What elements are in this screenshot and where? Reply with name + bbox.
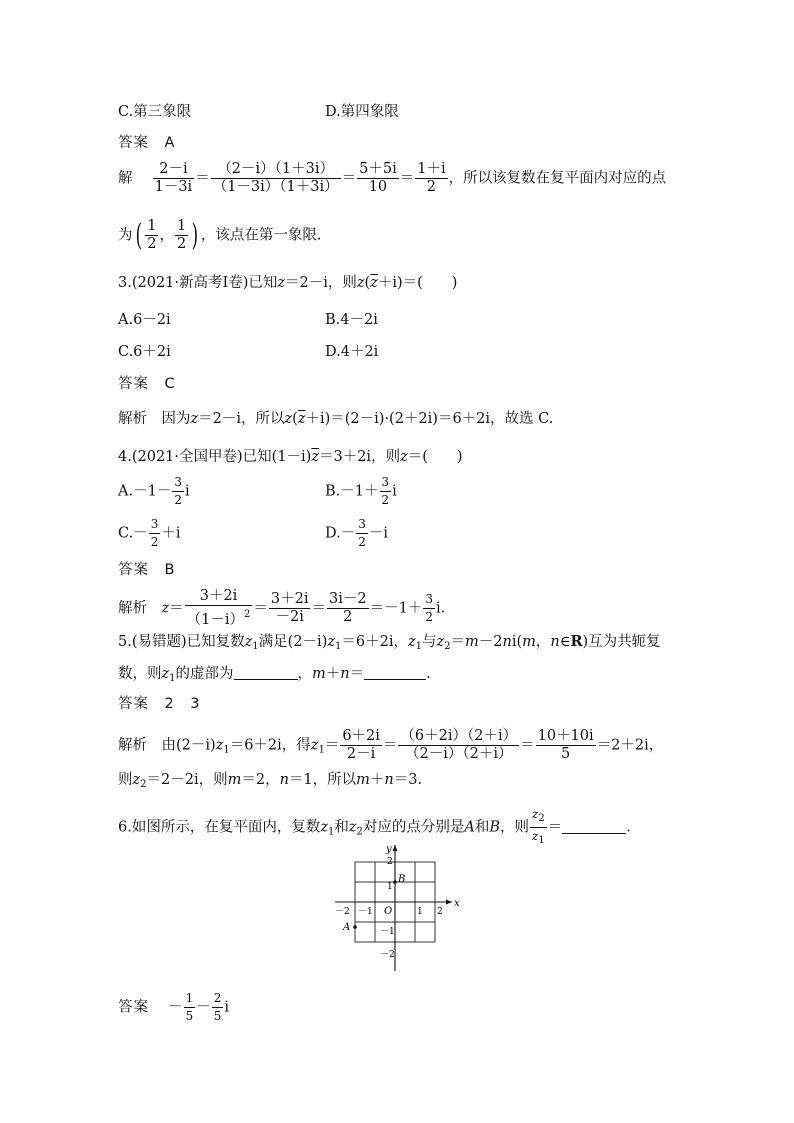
point-b-label: B: [398, 874, 406, 885]
answer-blank-3[interactable]: [562, 819, 626, 834]
q3-option-c: C.6＋2i: [118, 344, 171, 360]
point-a-label: A: [343, 922, 351, 933]
tick-y-neg2: －2: [380, 950, 395, 960]
complex-plane-figure: [330, 840, 466, 974]
tick-y-2: 2: [387, 857, 393, 867]
q4-option-b: B.－1＋ $\frac{3}{2}$ i: [325, 475, 397, 507]
q4-answer-row: 答案 B: [118, 562, 176, 578]
tick-y-1: 1: [387, 882, 393, 892]
q2-solution-line2: 为( $\frac{1}{2}$ ， $\frac{1}{2}$ ) ，该点在第一象限.: [118, 217, 322, 253]
origin-label: O: [384, 906, 393, 917]
q3-option-a: A.6－2i: [118, 312, 171, 328]
q4-option-a: A.－1－ $\frac{3}{2}$ i: [118, 475, 190, 507]
q5-solution-line1: 解析 由$(2-i)z_1=6+2i$，得$z_1=$ $\frac{6+2i}{2-i}$ ＝ $\frac{(6+2i)(2+i)}{(2-i)(2+i)}$ ＝ $\frac{10+10i}{5}$ ＝2＋2i，: [118, 728, 664, 762]
q3-solution: 解析 因为z＝2－i，所以$z(\overline{z}+i)=(2-i)\cdot(2+2i)=6+2i$，故选 C.: [118, 411, 554, 427]
answer-value: A: [164, 135, 176, 151]
y-axis-label: y: [386, 844, 392, 855]
tick-x-neg2: －2: [335, 907, 350, 917]
tick-x-1: 1: [417, 907, 423, 917]
x-axis-label: x: [454, 898, 460, 909]
q2-option-d: D.第四象限: [325, 104, 399, 120]
answer-blank-2[interactable]: [364, 665, 426, 680]
q4-stem: 4.(2021·全国甲卷)已知$(1-i)\overline{z}=3+2i$，则z＝( ): [118, 449, 463, 465]
q3-option-b: B.4－2i: [325, 312, 378, 328]
q6-stem: 6.如图所示，在复平面内，复数$z_1$和$z_2$对应的点分别是A和B，则 $\frac{z_2}{z_1}$ ＝ .: [118, 807, 631, 846]
tick-y-neg1: －1: [380, 927, 395, 937]
q3-stem: 3.(2021·新高考Ⅰ卷)已知z＝2－i，则$z(\overline{z}+i)=$( ): [118, 275, 458, 291]
q6-answer-row: 答案 － $\frac{1}{5}$ － $\frac{2}{5}$ i: [118, 991, 230, 1023]
answer-label: 答案: [118, 135, 149, 151]
q2-solution-line1: 解 $\frac{2-i}{1-3i}$ ＝ $\frac{(2-i)(1+3i)}{(1-3i)(1+3i)}$ ＝ $\frac{5+5i}{10}$ ＝ $\frac{1+i}{2}$ ，所以该复数在复平面内对应的点: [118, 161, 667, 195]
q3-option-d: D.4＋2i: [325, 344, 379, 360]
q4-option-c: C.－ $\frac{3}{2}$ ＋i: [118, 517, 181, 549]
x-axis-arrow-icon: [446, 900, 452, 905]
point-b: [393, 880, 397, 884]
q5-solution-line2: 则$z_2=2-2i$，则m＝2，n＝1，所以m＋n＝3.: [118, 772, 423, 790]
y-axis-arrow-icon: [393, 845, 398, 851]
q3-answer-row: 答案 C: [118, 376, 176, 392]
solution-label: 解: [118, 170, 133, 187]
q2-option-c: C.第三象限: [118, 104, 192, 120]
q4-option-d: D.－ $\frac{3}{2}$ －i: [325, 517, 388, 549]
q2-answer-row: [118, 133, 175, 153]
q5-stem-line1: 5.(易错题)已知复数$z_1$满足$(2-i)z_1=6+2i$，$z_1$与$z_2=m-2ni(m$，n∈R)互为共轭复: [118, 633, 661, 652]
tick-x-2: 2: [437, 907, 443, 917]
q4-solution: 解析 z＝ $\frac{3+2i}{(1-i)^2}$ ＝ $\frac{3+2i}{-2i}$ ＝ $\frac{3i-2}{2}$ ＝－1＋ $\frac{3}{2}$ i.: [118, 588, 446, 628]
tick-x-neg1: －1: [358, 907, 373, 917]
answer-blank-1[interactable]: [234, 665, 298, 680]
q5-answer-row: 答案 2 3: [118, 696, 201, 712]
q5-stem-line2: 数，则$z_1$的虚部为 ，m＋n＝ .: [118, 666, 431, 684]
point-a: [353, 925, 357, 929]
